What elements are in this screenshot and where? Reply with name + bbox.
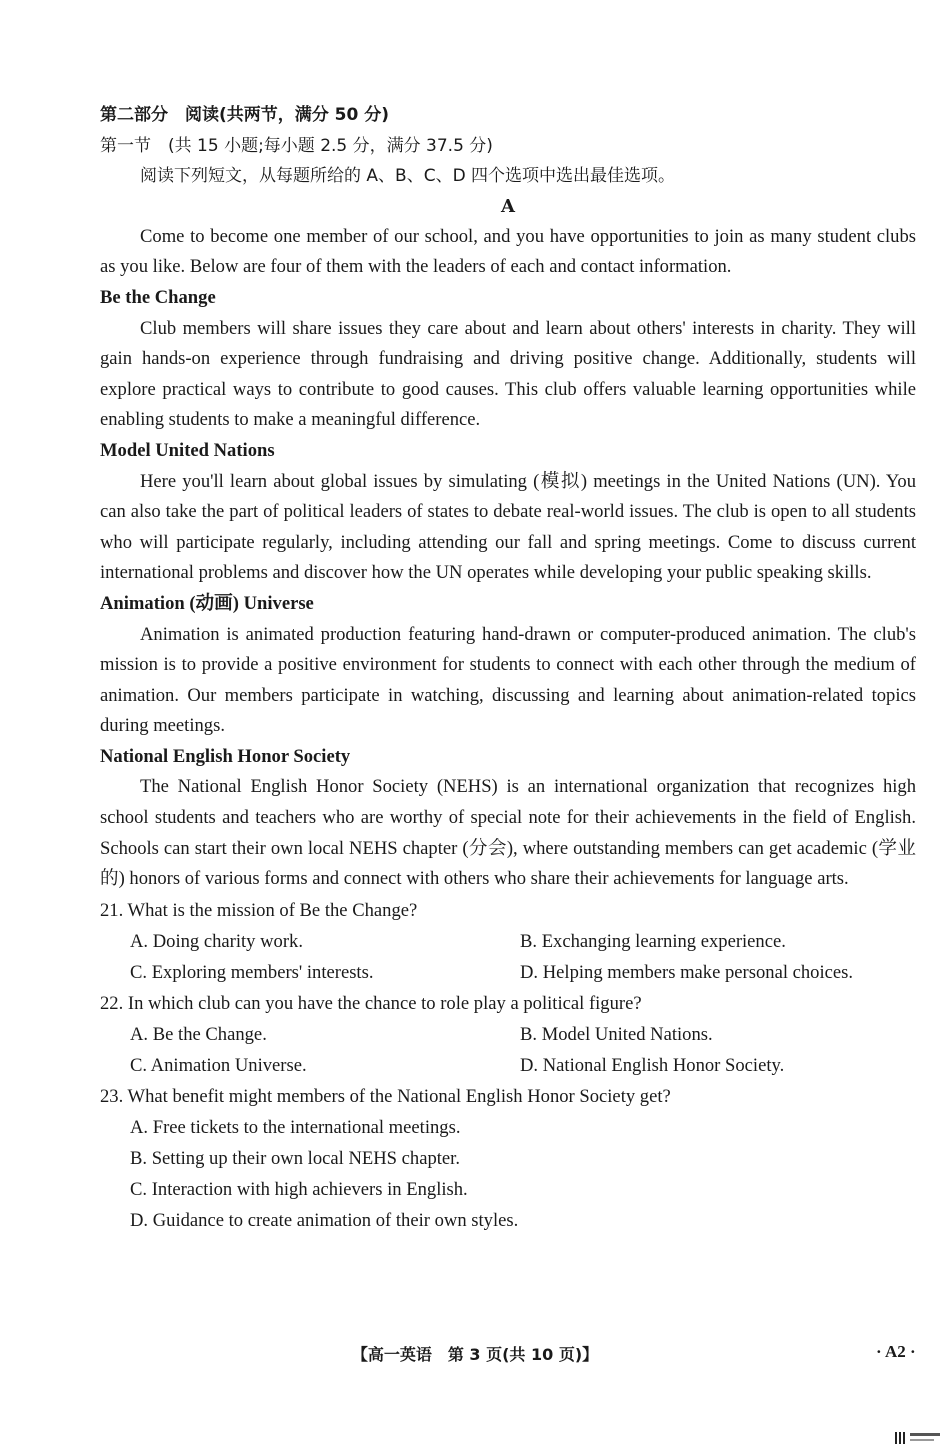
passage-intro: Come to become one member of our school, and you have opportunities to join as many student clubs as you like. Below are four of them with the leaders of each and contact information.	[100, 225, 916, 278]
part-title: 第二部分 阅读(共两节，满分 50 分)	[100, 105, 390, 125]
club-text-be-the-change: Club members will share issues they care about and learn about others' interests in charity. They will gain hands-on experience through fundraising and driving positive change. Additionally, students will explore practical ways to contribute to good causes. This club offers valuable learning opportunities while enabling students to make a meaningful difference.	[100, 317, 916, 431]
question-21: 21. What is the mission of Be the Change?	[100, 899, 418, 921]
club-text-nehs: The National English Honor Society (NEHS) is an international organization that recognizes high school students and teachers who are worthy of special note for their achievements in the field of English. Schools can start their own local NEHS chapter (分会), where outstanding members can get academic (学业的) honors of various forms and connect with others who share their achievements for language arts.	[100, 776, 916, 890]
option-23-a: A. Free tickets to the international meetings.	[130, 1116, 461, 1138]
question-22-options-row-1	[100, 1019, 916, 1050]
section-subtitle: 第一节 (共 15 小题;每小题 2.5 分，满分 37.5 分)	[100, 135, 493, 156]
option-21-b: B. Exchanging learning experience.	[520, 930, 786, 952]
club-text-animation: Animation is animated production featuring hand-drawn or computer-produced animation. The club's mission is to provide a positive environment for students to connect with each other through the medium of animation. Our members participate in watching, discussing and learning about animation-related topics during meetings.	[100, 623, 916, 737]
option-21-d: D. Helping members make personal choices.	[520, 961, 854, 983]
option-21-c: C. Exploring members' interests.	[130, 961, 374, 983]
option-23-b: B. Setting up their own local NEHS chapter.	[130, 1147, 460, 1169]
question-21-options-row-2	[100, 957, 916, 988]
question-22-options-row-2	[100, 1050, 916, 1081]
question-21-options-row-1	[100, 926, 916, 957]
watermark-mark-line	[910, 1439, 934, 1441]
option-22-c: C. Animation Universe.	[130, 1054, 307, 1076]
passage-letter: A	[501, 195, 515, 217]
paper-code: · A2 ·	[876, 1342, 916, 1361]
option-22-b: B. Model United Nations.	[520, 1023, 713, 1045]
instruction: 阅读下列短文，从每题所给的 A、B、C、D 四个选项中选出最佳选项。	[140, 166, 676, 187]
qr-code-icon	[895, 1432, 907, 1444]
option-22-a: A. Be the Change.	[130, 1023, 267, 1045]
option-23-c: C. Interaction with high achievers in English.	[130, 1178, 468, 1200]
option-22-d: D. National English Honor Society.	[520, 1054, 785, 1076]
question-22: 22. In which club can you have the chance to role play a political figure?	[100, 992, 642, 1014]
option-21-a: A. Doing charity work.	[130, 930, 303, 952]
option-23-d: D. Guidance to create animation of their own styles.	[130, 1209, 519, 1231]
club-title-animation: Animation (动画) Universe	[100, 592, 314, 614]
exam-page	[100, 100, 916, 1236]
club-title-model-un: Model United Nations	[100, 439, 275, 461]
question-23: 23. What benefit might members of the National English Honor Society get?	[100, 1085, 671, 1107]
watermark-mark	[910, 1433, 940, 1436]
club-text-model-un: Here you'll learn about global issues by simulating (模拟) meetings in the United Nations (UN). You can also take the part of political leaders of states to debate real-world issues. The club is open to all students who will participate regularly, including attending our fall and spring meetings. Come to discuss current international problems and discover how the UN operates while developing your public speaking skills.	[100, 470, 916, 584]
page-footer: 【高一英语 第 3 页(共 10 页)】	[351, 1345, 599, 1364]
club-title-nehs: National English Honor Society	[100, 745, 351, 767]
club-title-be-the-change: Be the Change	[100, 286, 216, 308]
